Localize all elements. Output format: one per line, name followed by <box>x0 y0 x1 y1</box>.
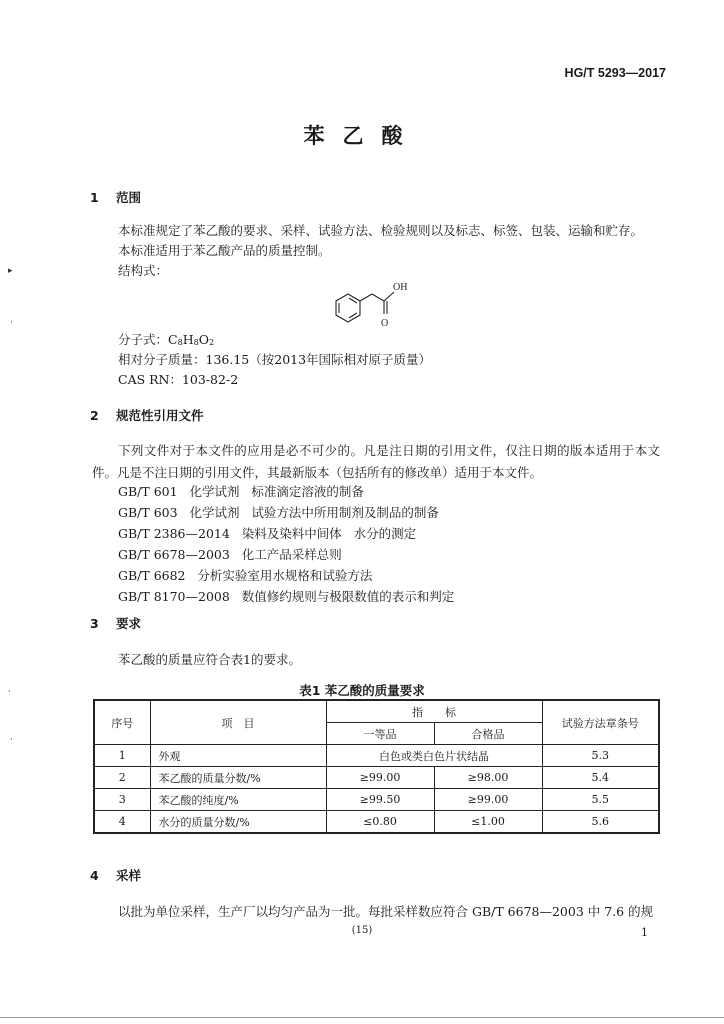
reference-1: GB/T 601 化学试剂 标准滴定溶液的制备 <box>118 484 364 499</box>
section-4-heading <box>90 866 141 884</box>
o-label: O <box>381 318 389 329</box>
cell-seq: 3 <box>94 789 150 811</box>
scan-mark: ▸ <box>8 266 13 276</box>
scan-mark: · <box>10 735 13 745</box>
reference-4: GB/T 6678—2003 化工产品采样总则 <box>118 547 342 562</box>
table-header-row <box>94 700 659 723</box>
oh-label: OH <box>393 282 408 293</box>
section-number: 2 <box>90 408 99 423</box>
cell-method: 5.6 <box>542 811 659 834</box>
cell-item: 苯乙酸的纯度/% <box>150 789 326 811</box>
page-edge-line <box>0 1017 724 1018</box>
cell-qualified: ≤1.00 <box>434 811 542 834</box>
table-row <box>94 767 659 789</box>
quality-table <box>93 699 660 834</box>
section-2-heading <box>90 406 204 424</box>
side-chain <box>360 292 394 314</box>
section-title: 规范性引用文件 <box>116 408 204 423</box>
section-number: 1 <box>90 190 99 205</box>
table-row <box>94 811 659 834</box>
sampling-text: 以批为单位采样，生产厂以均匀产品为一批。每批采样数应符合 GB/T 6678—2003 中 7.6 的规 <box>118 904 654 919</box>
header-seq: 序号 <box>94 700 150 745</box>
reference-3: GB/T 2386—2014 染料及染料中间体 水分的测定 <box>118 526 417 541</box>
document-title: 苯乙酸 <box>303 123 421 148</box>
cell-qualified: ≥98.00 <box>434 767 542 789</box>
header-first-grade: 一等品 <box>326 723 434 745</box>
section-title: 范围 <box>116 190 142 205</box>
section-number: 3 <box>90 616 99 631</box>
formula-h-count: 8 <box>193 338 199 347</box>
cell-first-grade: ≥99.50 <box>326 789 434 811</box>
cell-item: 外观 <box>150 745 326 767</box>
cell-seq: 4 <box>94 811 150 834</box>
cell-first-grade: ≥99.00 <box>326 767 434 789</box>
scan-mark: · <box>8 687 11 697</box>
requirements-text: 苯乙酸的质量应符合表1的要求。 <box>118 652 301 667</box>
formula-c: C <box>168 332 178 347</box>
structural-formula <box>320 276 430 334</box>
cas-number: CAS RN：103-82-2 <box>118 372 239 387</box>
cell-qualified: ≥99.00 <box>434 789 542 811</box>
section-3-heading <box>90 614 141 632</box>
section-title: 采样 <box>116 868 142 883</box>
header-index: 指 标 <box>326 700 542 723</box>
cell-method: 5.4 <box>542 767 659 789</box>
section-number: 4 <box>90 868 99 883</box>
cell-method: 5.5 <box>542 789 659 811</box>
header-item: 项 目 <box>150 700 326 745</box>
reference-2: GB/T 603 化学试剂 试验方法中所用制剂及制品的制备 <box>118 505 439 520</box>
scope-line-2: 本标准适用于苯乙酸产品的质量控制。 <box>118 243 331 258</box>
formula-o: O <box>198 332 209 347</box>
formula-h: H <box>182 332 194 347</box>
table-row <box>94 745 659 767</box>
table-row <box>94 789 659 811</box>
cell-seq: 1 <box>94 745 150 767</box>
page-number: 1 <box>641 926 648 939</box>
molar-mass: 相对分子质量：136.15（按2013年国际相对原子质量） <box>118 352 432 367</box>
section-title: 要求 <box>116 616 142 631</box>
scope-line-1: 本标准规定了苯乙酸的要求、采样、试验方法、检验规则以及标志、标签、包装、运输和贮存。 <box>118 223 644 238</box>
formula-c-count: 8 <box>177 338 183 347</box>
scan-mark: · <box>10 318 13 328</box>
formula-o-count: 2 <box>208 338 215 347</box>
benzene-ring <box>336 294 360 322</box>
formula-label: 分子式： <box>118 332 169 347</box>
normative-intro: 下列文件对于本文件的应用是必不可少的。凡是注日期的引用文件，仅注日期的版本适用于本文件。凡是不注日期的引用文件，其最新版本（包括所有的修改单）适用于本文件。 <box>92 443 660 480</box>
reference-5: GB/T 6682 分析实验室用水规格和试验方法 <box>118 568 373 583</box>
table-title: 表1 苯乙酸的质量要求 <box>299 683 425 698</box>
page-mark: (15) <box>351 925 373 936</box>
standard-code: HG/T 5293—2017 <box>564 66 666 80</box>
cell-first-grade: ≤0.80 <box>326 811 434 834</box>
cell-item: 苯乙酸的质量分数/% <box>150 767 326 789</box>
section-1-heading <box>90 188 141 206</box>
scope-line-3: 结构式： <box>118 263 169 278</box>
header-qualified: 合格品 <box>434 723 542 745</box>
header-method: 试验方法章条号 <box>542 700 659 745</box>
reference-6: GB/T 8170—2008 数值修约规则与极限数值的表示和判定 <box>118 589 455 604</box>
cell-method: 5.3 <box>542 745 659 767</box>
cell-item: 水分的质量分数/% <box>150 811 326 834</box>
cell-seq: 2 <box>94 767 150 789</box>
cell-merged-value: 白色或类白色片状结晶 <box>326 745 542 767</box>
